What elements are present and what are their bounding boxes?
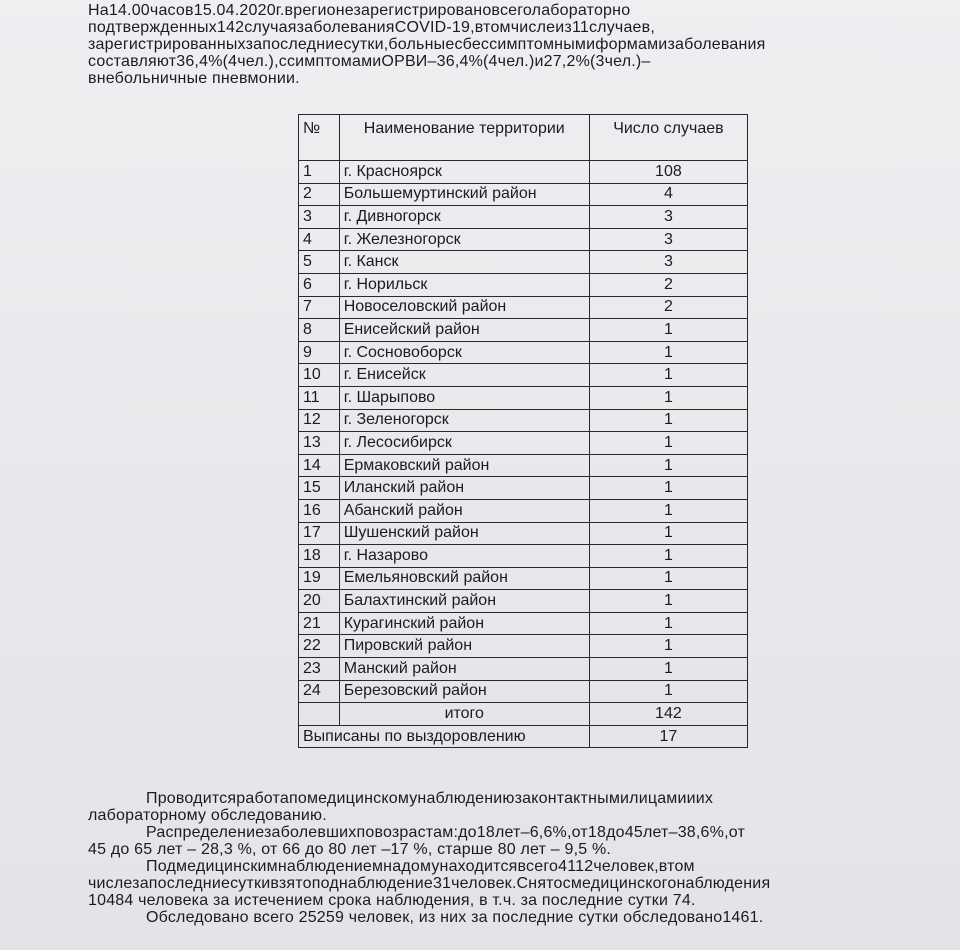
header-number: № bbox=[299, 115, 340, 161]
row-territory: Абанский район bbox=[339, 499, 589, 522]
table-row bbox=[299, 319, 748, 342]
footer-line: Подмедицинскимнаблюдениемнадомунаходитсявсего4112человек,втом bbox=[146, 858, 695, 875]
total-row bbox=[299, 703, 748, 726]
table-row bbox=[299, 567, 748, 590]
intro-paragraph bbox=[88, 2, 900, 87]
table-body bbox=[299, 161, 748, 703]
footer-line: Распределениезаболевшихповозрастам:до18лет–6,6%,от18до45лет–38,6%,от bbox=[146, 824, 746, 841]
row-cases: 1 bbox=[589, 499, 747, 522]
row-cases: 108 bbox=[589, 161, 747, 184]
row-cases: 1 bbox=[589, 341, 747, 364]
row-territory: Новоселовский район bbox=[339, 296, 589, 319]
total-count: 142 bbox=[589, 703, 747, 726]
row-territory: г. Лесосибирск bbox=[339, 432, 589, 455]
intro-line: зарегистрированныхзапоследниесутки,больныесбессимптомнымиформамизаболевания bbox=[88, 36, 766, 53]
row-cases: 1 bbox=[589, 635, 747, 658]
row-cases: 1 bbox=[589, 409, 747, 432]
table-header-row bbox=[299, 115, 748, 161]
table-row bbox=[299, 409, 748, 432]
row-territory: Березовский район bbox=[339, 680, 589, 703]
row-territory: Курагинский район bbox=[339, 612, 589, 635]
row-territory: Енисейский район bbox=[339, 319, 589, 342]
table-row bbox=[299, 251, 748, 274]
row-territory: Пировский район bbox=[339, 635, 589, 658]
row-number: 6 bbox=[299, 273, 340, 296]
row-number: 9 bbox=[299, 341, 340, 364]
row-number: 13 bbox=[299, 432, 340, 455]
row-cases: 1 bbox=[589, 522, 747, 545]
row-cases: 3 bbox=[589, 251, 747, 274]
row-number: 2 bbox=[299, 183, 340, 206]
row-territory: г. Красноярск bbox=[339, 161, 589, 184]
row-territory: Балахтинский район bbox=[339, 590, 589, 613]
footer-line: Обследовано всего 25259 человек, из них за последние сутки обследовано1461. bbox=[146, 909, 764, 926]
table-row bbox=[299, 454, 748, 477]
row-territory: г. Дивногорск bbox=[339, 206, 589, 229]
row-number: 1 bbox=[299, 161, 340, 184]
row-territory: г. Железногорск bbox=[339, 228, 589, 251]
row-number: 4 bbox=[299, 228, 340, 251]
table-row bbox=[299, 432, 748, 455]
row-territory: г. Шарыпово bbox=[339, 386, 589, 409]
row-number: 24 bbox=[299, 680, 340, 703]
row-cases: 3 bbox=[589, 228, 747, 251]
row-territory: Иланский район bbox=[339, 477, 589, 500]
row-cases: 1 bbox=[589, 364, 747, 387]
row-number: 20 bbox=[299, 590, 340, 613]
cases-table bbox=[298, 114, 748, 748]
row-cases: 2 bbox=[589, 273, 747, 296]
row-cases: 1 bbox=[589, 432, 747, 455]
row-cases: 1 bbox=[589, 590, 747, 613]
header-territory: Наименование территории bbox=[339, 115, 589, 161]
table-row bbox=[299, 296, 748, 319]
row-number: 14 bbox=[299, 454, 340, 477]
footer-line: лабораторному обследованию. bbox=[88, 807, 327, 824]
row-cases: 1 bbox=[589, 319, 747, 342]
table-row bbox=[299, 499, 748, 522]
table-row bbox=[299, 364, 748, 387]
row-cases: 1 bbox=[589, 567, 747, 590]
footer-line: числезапоследниесуткивзятоподнаблюдение31человек.Снятосмедицинскогонаблюдения bbox=[88, 875, 771, 892]
row-number: 21 bbox=[299, 612, 340, 635]
row-cases: 2 bbox=[589, 296, 747, 319]
row-number: 10 bbox=[299, 364, 340, 387]
row-territory: Большемуртинский район bbox=[339, 183, 589, 206]
row-cases: 1 bbox=[589, 545, 747, 568]
row-number: 16 bbox=[299, 499, 340, 522]
intro-line: подтвержденных142случаязаболеванияCOVID-19,втомчислеиз11случаев, bbox=[88, 19, 655, 36]
intro-line: составляют36,4%(4чел.),ссимптомамиОРВИ–36,4%(4чел.)и27,2%(3чел.)– bbox=[88, 53, 651, 70]
recovered-count: 17 bbox=[589, 725, 747, 748]
row-cases: 1 bbox=[589, 386, 747, 409]
table-row bbox=[299, 341, 748, 364]
table-row bbox=[299, 161, 748, 184]
table-row bbox=[299, 477, 748, 500]
table-row bbox=[299, 522, 748, 545]
row-territory: г. Назарово bbox=[339, 545, 589, 568]
footer-line: 45 до 65 лет – 28,3 %, от 66 до 80 лет –17 %, старше 80 лет – 9,5 %. bbox=[88, 841, 612, 858]
row-number: 22 bbox=[299, 635, 340, 658]
row-number: 7 bbox=[299, 296, 340, 319]
total-label: итого bbox=[339, 703, 589, 726]
table-row bbox=[299, 228, 748, 251]
recovered-label: Выписаны по выздоровлению bbox=[299, 725, 590, 748]
footer-line: Проводитсяработапомедицинскомунаблюдениюзаконтактнымилицамииих bbox=[146, 790, 714, 807]
table-row bbox=[299, 635, 748, 658]
row-cases: 1 bbox=[589, 658, 747, 681]
row-territory: Манский район bbox=[339, 658, 589, 681]
row-number: 15 bbox=[299, 477, 340, 500]
row-cases: 1 bbox=[589, 477, 747, 500]
table-row bbox=[299, 206, 748, 229]
row-number: 19 bbox=[299, 567, 340, 590]
row-number: 8 bbox=[299, 319, 340, 342]
row-territory: г. Зеленогорск bbox=[339, 409, 589, 432]
row-cases: 3 bbox=[589, 206, 747, 229]
row-territory: Емельяновский район bbox=[339, 567, 589, 590]
row-territory: г. Канск bbox=[339, 251, 589, 274]
footer-line: 10484 человека за истечением срока наблюдения, в т.ч. за последние сутки 74. bbox=[88, 892, 696, 909]
row-territory: г. Енисейск bbox=[339, 364, 589, 387]
row-cases: 4 bbox=[589, 183, 747, 206]
table-row bbox=[299, 590, 748, 613]
row-cases: 1 bbox=[589, 454, 747, 477]
header-cases: Число случаев bbox=[589, 115, 747, 161]
row-number: 12 bbox=[299, 409, 340, 432]
row-number: 17 bbox=[299, 522, 340, 545]
row-territory: г. Норильск bbox=[339, 273, 589, 296]
row-number: 11 bbox=[299, 386, 340, 409]
table-row bbox=[299, 386, 748, 409]
row-territory: г. Сосновоборск bbox=[339, 341, 589, 364]
table-row bbox=[299, 612, 748, 635]
total-empty-cell bbox=[299, 703, 340, 726]
table-row bbox=[299, 680, 748, 703]
row-number: 5 bbox=[299, 251, 340, 274]
row-number: 23 bbox=[299, 658, 340, 681]
footer-paragraphs bbox=[88, 790, 920, 926]
table-row bbox=[299, 658, 748, 681]
row-territory: Ермаковский район bbox=[339, 454, 589, 477]
row-number: 3 bbox=[299, 206, 340, 229]
row-cases: 1 bbox=[589, 612, 747, 635]
table-row bbox=[299, 273, 748, 296]
intro-line: внебольничные пневмонии. bbox=[88, 70, 300, 87]
recovered-row bbox=[299, 725, 748, 748]
row-cases: 1 bbox=[589, 680, 747, 703]
row-territory: Шушенский район bbox=[339, 522, 589, 545]
table-row bbox=[299, 545, 748, 568]
table-row bbox=[299, 183, 748, 206]
intro-line: На14.00часов15.04.2020г.врегионезарегистрировановсеголабораторно bbox=[88, 2, 631, 19]
row-number: 18 bbox=[299, 545, 340, 568]
